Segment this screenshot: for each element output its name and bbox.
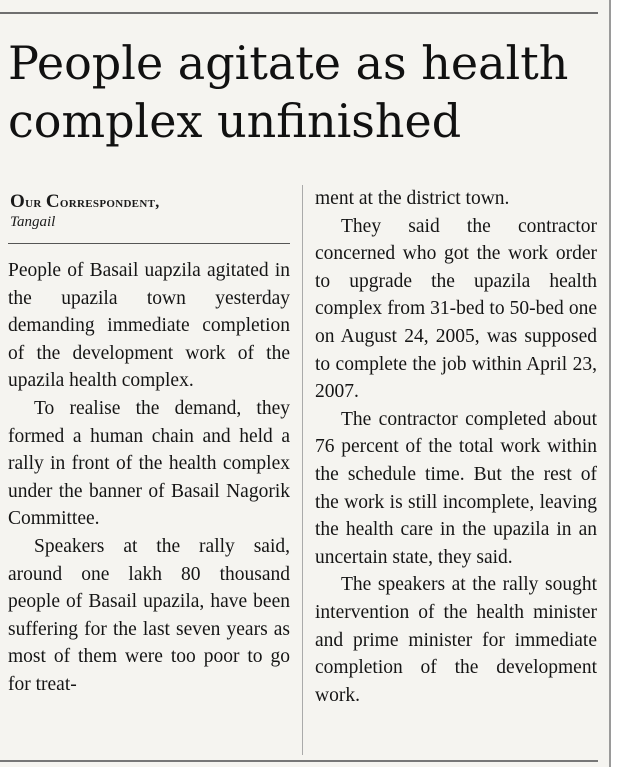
paragraph: To realise the demand, they formed a human chain and held a rally in front of the health complex under the banner of Basail Nagorik Committee. bbox=[8, 397, 290, 530]
headline: People agitate as health complex unfinished bbox=[8, 36, 569, 148]
paragraph: The speakers at the rally sought intervention of the health minister and prime minister for immediate completion of the development work. bbox=[315, 574, 597, 706]
bottom-rule bbox=[0, 760, 598, 762]
column-2 bbox=[315, 185, 597, 709]
column-1 bbox=[8, 257, 290, 699]
byline bbox=[10, 192, 290, 231]
paragraph: People of Basail uapzila agitated in the upazila town yesterday demanding immediate completion of the development work of the upazila health complex. bbox=[8, 260, 290, 392]
paragraph: ment at the district town. bbox=[315, 188, 510, 209]
column-divider bbox=[302, 185, 303, 755]
paragraph: They said the contractor concerned who got the work order to upgrade the upazila health complex from 31-bed to 50-bed one on August 24, 2005, was supposed to complete the job within April 23, 2007. bbox=[315, 215, 597, 403]
paragraph: Speakers at the rally said, around one lakh 80 thousand people of Basail upazila, have been suffering for the last seven years as most of them were too poor to go for treat- bbox=[8, 535, 290, 695]
byline-rule bbox=[8, 243, 290, 244]
byline-location: Tangail bbox=[10, 214, 56, 230]
page-edge bbox=[609, 0, 629, 767]
byline-correspondent: Our Correspondent, bbox=[10, 191, 160, 212]
top-rule bbox=[0, 12, 598, 14]
paragraph: The contractor completed about 76 percent of the total work within the schedule time. But the rest of the work is still incomplete, leaving the health care in the upazila in an uncertain state, they said. bbox=[315, 408, 597, 568]
